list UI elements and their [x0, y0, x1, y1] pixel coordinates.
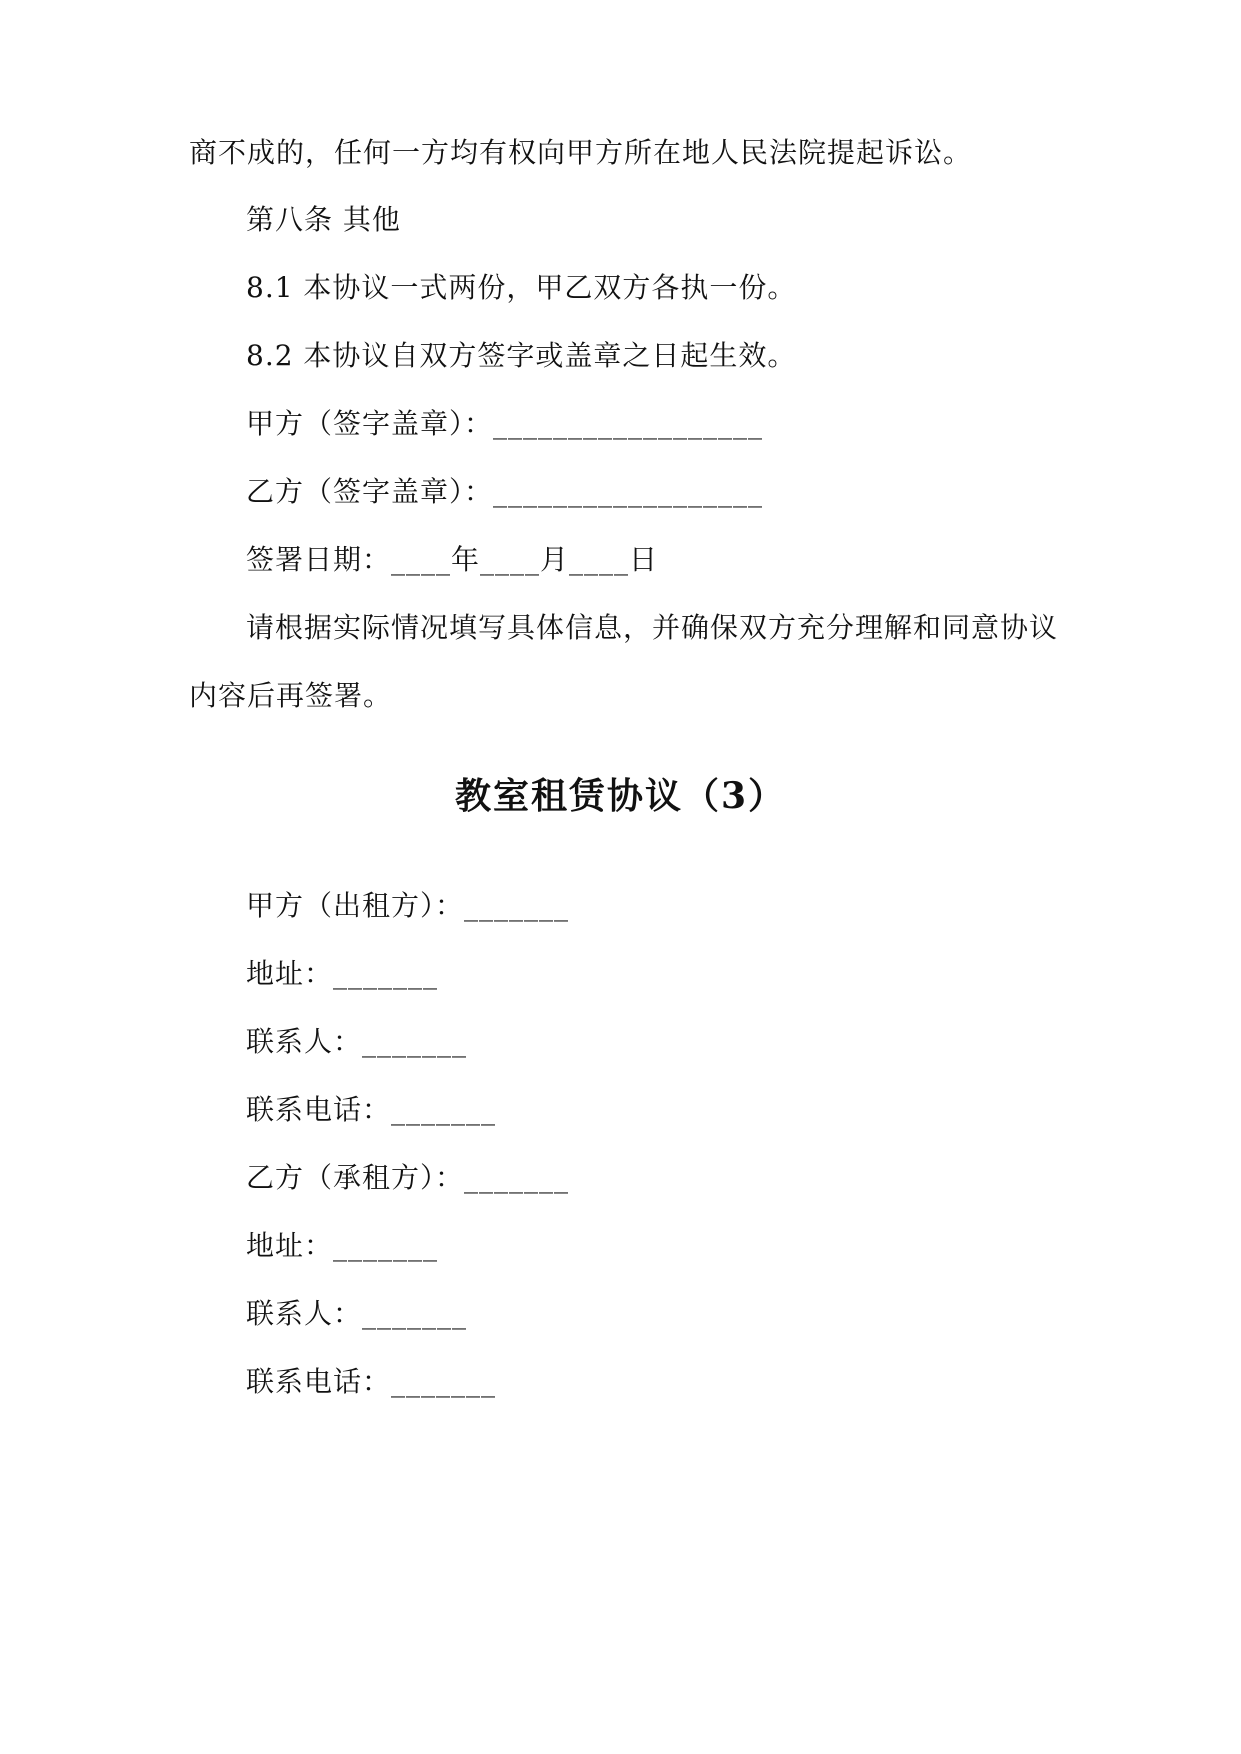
- party-b-lessee-field: 乙方（承租方）：_______: [246, 1161, 570, 1194]
- clause-8-1: 8.1 本协议一式两份，甲乙双方各执一份。: [246, 271, 797, 304]
- clause-8-2: 8.2 本协议自双方签字或盖章之日起生效。: [246, 339, 797, 372]
- note-paragraph-line-1: 请根据实际情况填写具体信息，并确保双方充分理解和同意协议: [246, 611, 1059, 644]
- signing-date-line: 签署日期：____年____月____日: [246, 543, 659, 576]
- note-paragraph-line-2: 内容后再签署。: [189, 679, 393, 712]
- party-a-signature-line: 甲方（签字盖章）：__________________: [246, 407, 764, 440]
- party-a-phone-field: 联系电话：_______: [246, 1093, 497, 1126]
- party-a-lessor-field: 甲方（出租方）：_______: [246, 889, 570, 922]
- party-b-contact-field: 联系人：_______: [246, 1297, 468, 1330]
- party-a-address-field: 地址：_______: [246, 957, 439, 990]
- paragraph-continuation: 商不成的，任何一方均有权向甲方所在地人民法院提起诉讼。: [189, 136, 973, 169]
- party-b-address-field: 地址：_______: [246, 1229, 439, 1262]
- article-8-heading: 第八条 其他: [246, 203, 401, 236]
- party-a-contact-field: 联系人：_______: [246, 1025, 468, 1058]
- party-b-signature-line: 乙方（签字盖章）：__________________: [246, 475, 764, 508]
- party-b-phone-field: 联系电话：_______: [246, 1365, 497, 1398]
- agreement-title: 教室租赁协议（3）: [454, 775, 787, 817]
